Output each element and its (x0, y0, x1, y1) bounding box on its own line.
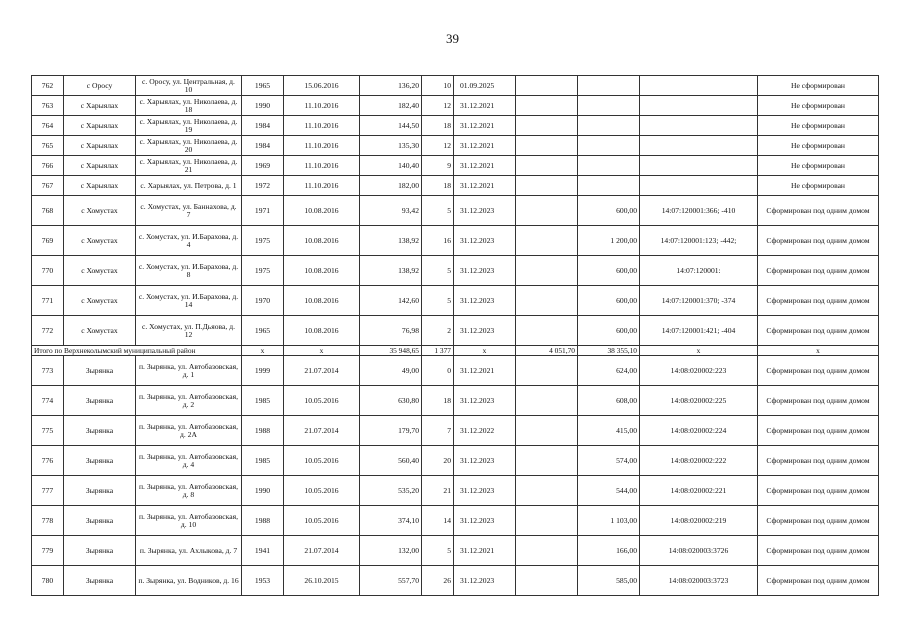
cell-row-number: 762 (32, 76, 64, 96)
cell-build-year: 1953 (242, 566, 284, 596)
cell-land-area-2 (578, 176, 640, 196)
cell-recognition-date: 10.05.2016 (284, 446, 360, 476)
cell-row-number: 780 (32, 566, 64, 596)
cell-residents-count: 12 (422, 136, 454, 156)
table-row (32, 136, 879, 156)
cell-area: 182,40 (360, 96, 422, 116)
cell-planned-date: 31.12.2023 (454, 446, 516, 476)
cell-address: с. Харыялах, ул. Николаева, д. 21 (136, 156, 242, 176)
table-row (32, 506, 879, 536)
cell-build-year: 1984 (242, 136, 284, 156)
cell-build-year: 1941 (242, 536, 284, 566)
total-label: Итого по Верхнеколымский муниципальный район (32, 346, 242, 356)
cell-address: с. Хомустах, ул. Баннахова, д. 7 (136, 196, 242, 226)
total-row (32, 346, 879, 356)
cell-residents-count: 7 (422, 416, 454, 446)
cell-area: 93,42 (360, 196, 422, 226)
cell-land-area-1 (516, 316, 578, 346)
cell-area: 136,20 (360, 76, 422, 96)
cell-land-area-1 (516, 96, 578, 116)
cell-area: 144,50 (360, 116, 422, 136)
cell-settlement: с Харыялах (64, 96, 136, 116)
cell-recognition-date: 10.08.2016 (284, 226, 360, 256)
table-row (32, 476, 879, 506)
cell-recognition-date: 11.10.2016 (284, 116, 360, 136)
cell-build-year: 1972 (242, 176, 284, 196)
cell-build-year: 1988 (242, 506, 284, 536)
cell-recognition-date: 10.05.2016 (284, 506, 360, 536)
cell-planned-date: 31.12.2023 (454, 286, 516, 316)
cell-row-number: 771 (32, 286, 64, 316)
cell-area: 49,00 (360, 356, 422, 386)
cell-area: 140,40 (360, 156, 422, 176)
cell-recognition-date: 10.05.2016 (284, 476, 360, 506)
table-row (32, 256, 879, 286)
cell-address: с. Хомустах, ул. И.Барахова, д. 14 (136, 286, 242, 316)
cell-residents-count: 26 (422, 566, 454, 596)
cell-land-area-2: 166,00 (578, 536, 640, 566)
table-row (32, 536, 879, 566)
cell-land-area-2: 600,00 (578, 286, 640, 316)
cell-build-year: 1990 (242, 96, 284, 116)
cell-planned-date: 31.12.2021 (454, 536, 516, 566)
cell-build-year: 1970 (242, 286, 284, 316)
table-row (32, 116, 879, 136)
cell-land-area-2: 544,00 (578, 476, 640, 506)
cell-cadastral-number (640, 96, 758, 116)
cell-row-number: 773 (32, 356, 64, 386)
cell-cadastral-number: 14:08:020002:224 (640, 416, 758, 446)
cell-land-status: Сформирован под одним домом (758, 416, 879, 446)
cell-land-area-1 (516, 256, 578, 286)
cell-land-area-2: 600,00 (578, 256, 640, 286)
cell-recognition-date: 11.10.2016 (284, 136, 360, 156)
cell-settlement: Зырянка (64, 566, 136, 596)
cell-residents-count: 14 (422, 506, 454, 536)
cell-build-year: 1985 (242, 386, 284, 416)
cell-land-status: Сформирован под одним домом (758, 566, 879, 596)
cell-residents-count: 5 (422, 256, 454, 286)
cell-address: с. Харыялах, ул. Николаева, д. 19 (136, 116, 242, 136)
cell-settlement: с Хомустах (64, 316, 136, 346)
cell-settlement: с Хомустах (64, 256, 136, 286)
total-count: 1 377 (422, 346, 454, 356)
cell-cadastral-number: 14:08:020002:225 (640, 386, 758, 416)
cell-settlement: с Хомустах (64, 196, 136, 226)
cell-build-year: 1999 (242, 356, 284, 386)
cell-row-number: 774 (32, 386, 64, 416)
cell-cadastral-number: 14:07:120001:421; -404 (640, 316, 758, 346)
cell-cadastral-number (640, 76, 758, 96)
cell-planned-date: 31.12.2021 (454, 116, 516, 136)
table-row (32, 156, 879, 176)
cell-land-status: Сформирован под одним домом (758, 196, 879, 226)
cell-build-year: 1975 (242, 226, 284, 256)
cell-recognition-date: 21.07.2014 (284, 356, 360, 386)
cell-row-number: 765 (32, 136, 64, 156)
cell-cadastral-number: 14:08:020003:3723 (640, 566, 758, 596)
cell-land-status: Сформирован под одним домом (758, 536, 879, 566)
cell-recognition-date: 11.10.2016 (284, 176, 360, 196)
cell-planned-date: 31.12.2023 (454, 196, 516, 226)
cell-address: с. Оросу, ул. Центральная, д. 10 (136, 76, 242, 96)
cell-row-number: 777 (32, 476, 64, 506)
cell-build-year: 1990 (242, 476, 284, 506)
cell-residents-count: 5 (422, 286, 454, 316)
table-body-upper (32, 76, 879, 346)
cell-recognition-date: 10.08.2016 (284, 286, 360, 316)
cell-land-area-1 (516, 506, 578, 536)
cell-planned-date: 31.12.2021 (454, 176, 516, 196)
cell-settlement: Зырянка (64, 386, 136, 416)
cell-build-year: 1988 (242, 416, 284, 446)
cell-land-area-1 (516, 416, 578, 446)
cell-row-number: 776 (32, 446, 64, 476)
cell-address: п. Зырянка, ул. Автобазовская, д. 2А (136, 416, 242, 446)
cell-recognition-date: 21.07.2014 (284, 416, 360, 446)
cell-residents-count: 18 (422, 176, 454, 196)
cell-address: п. Зырянка, ул. Автобазовская, д. 4 (136, 446, 242, 476)
cell-land-status: Не сформирован (758, 116, 879, 136)
cell-address: п. Зырянка, ул. Автобазовская, д. 10 (136, 506, 242, 536)
cell-build-year: 1985 (242, 446, 284, 476)
cell-cadastral-number (640, 136, 758, 156)
cell-cadastral-number: 14:07:120001: (640, 256, 758, 286)
total-cadastral: x (640, 346, 758, 356)
table-row (32, 176, 879, 196)
cell-land-area-1 (516, 76, 578, 96)
total-date: x (284, 346, 360, 356)
table-row (32, 196, 879, 226)
cell-row-number: 779 (32, 536, 64, 566)
cell-land-area-1 (516, 446, 578, 476)
cell-area: 142,60 (360, 286, 422, 316)
cell-land-area-2: 574,00 (578, 446, 640, 476)
cell-cadastral-number: 14:08:020003:3726 (640, 536, 758, 566)
cell-land-status: Не сформирован (758, 156, 879, 176)
cell-build-year: 1984 (242, 116, 284, 136)
cell-settlement: с Харыялах (64, 136, 136, 156)
cell-address: п. Зырянка, ул. Автобазовская, д. 2 (136, 386, 242, 416)
cell-area: 374,10 (360, 506, 422, 536)
cell-settlement: Зырянка (64, 356, 136, 386)
cell-land-area-1 (516, 386, 578, 416)
cell-land-area-1 (516, 156, 578, 176)
cell-land-status: Сформирован под одним домом (758, 506, 879, 536)
cell-residents-count: 0 (422, 356, 454, 386)
cell-row-number: 763 (32, 96, 64, 116)
cell-address: с. Хомустах, ул. И.Барахова, д. 8 (136, 256, 242, 286)
cell-settlement: Зырянка (64, 476, 136, 506)
cell-planned-date: 31.12.2022 (454, 416, 516, 446)
total-status: x (758, 346, 879, 356)
cell-land-status: Сформирован под одним домом (758, 476, 879, 506)
cell-land-area-1 (516, 476, 578, 506)
cell-planned-date: 01.09.2025 (454, 76, 516, 96)
table-row (32, 446, 879, 476)
cell-cadastral-number (640, 116, 758, 136)
cell-recognition-date: 21.07.2014 (284, 536, 360, 566)
cell-row-number: 769 (32, 226, 64, 256)
cell-land-status: Сформирован под одним домом (758, 446, 879, 476)
cell-recognition-date: 10.08.2016 (284, 316, 360, 346)
cell-row-number: 768 (32, 196, 64, 226)
total-plan: x (454, 346, 516, 356)
cell-settlement: Зырянка (64, 506, 136, 536)
cell-cadastral-number (640, 176, 758, 196)
cell-settlement: с Хомустах (64, 286, 136, 316)
cell-build-year: 1975 (242, 256, 284, 286)
cell-residents-count: 18 (422, 116, 454, 136)
cell-area: 179,70 (360, 416, 422, 446)
cell-build-year: 1965 (242, 316, 284, 346)
cell-area: 560,40 (360, 446, 422, 476)
cell-land-area-2 (578, 156, 640, 176)
cell-cadastral-number: 14:07:120001:370; -374 (640, 286, 758, 316)
total-year: x (242, 346, 284, 356)
cell-settlement: с Хомустах (64, 226, 136, 256)
cell-planned-date: 31.12.2021 (454, 136, 516, 156)
cell-land-area-1 (516, 356, 578, 386)
cell-area: 76,98 (360, 316, 422, 346)
cell-address: с. Харыялах, ул. Николаева, д. 18 (136, 96, 242, 116)
housing-registry-table (31, 75, 879, 596)
cell-land-area-2: 608,00 (578, 386, 640, 416)
cell-land-area-2: 624,00 (578, 356, 640, 386)
cell-land-area-1 (516, 226, 578, 256)
total-e1: 4 051,70 (516, 346, 578, 356)
cell-recognition-date: 11.10.2016 (284, 156, 360, 176)
cell-row-number: 775 (32, 416, 64, 446)
cell-recognition-date: 26.10.2015 (284, 566, 360, 596)
cell-land-area-1 (516, 566, 578, 596)
cell-planned-date: 31.12.2023 (454, 386, 516, 416)
table-total-section (32, 346, 879, 356)
cell-cadastral-number: 14:08:020002:222 (640, 446, 758, 476)
table-row (32, 566, 879, 596)
cell-land-area-2: 1 200,00 (578, 226, 640, 256)
cell-residents-count: 10 (422, 76, 454, 96)
cell-address: п. Зырянка, ул. Автобазовская, д. 1 (136, 356, 242, 386)
cell-settlement: Зырянка (64, 536, 136, 566)
cell-land-area-2: 585,00 (578, 566, 640, 596)
cell-land-area-2 (578, 136, 640, 156)
cell-land-area-1 (516, 286, 578, 316)
cell-settlement: Зырянка (64, 446, 136, 476)
cell-recognition-date: 15.06.2016 (284, 76, 360, 96)
cell-build-year: 1971 (242, 196, 284, 226)
cell-residents-count: 2 (422, 316, 454, 346)
cell-land-status: Не сформирован (758, 176, 879, 196)
cell-recognition-date: 10.08.2016 (284, 256, 360, 286)
total-area: 35 948,65 (360, 346, 422, 356)
cell-row-number: 772 (32, 316, 64, 346)
cell-land-status: Сформирован под одним домом (758, 226, 879, 256)
cell-cadastral-number: 14:08:020002:221 (640, 476, 758, 506)
cell-recognition-date: 11.10.2016 (284, 96, 360, 116)
cell-land-status: Не сформирован (758, 96, 879, 116)
cell-residents-count: 20 (422, 446, 454, 476)
cell-land-status: Сформирован под одним домом (758, 256, 879, 286)
cell-row-number: 778 (32, 506, 64, 536)
table-row (32, 96, 879, 116)
cell-address: с. Хомустах, ул. И.Барахова, д. 4 (136, 226, 242, 256)
cell-land-status: Сформирован под одним домом (758, 386, 879, 416)
cell-area: 132,00 (360, 536, 422, 566)
cell-land-area-2: 1 103,00 (578, 506, 640, 536)
cell-build-year: 1969 (242, 156, 284, 176)
cell-residents-count: 21 (422, 476, 454, 506)
cell-row-number: 770 (32, 256, 64, 286)
table-row (32, 356, 879, 386)
cell-residents-count: 18 (422, 386, 454, 416)
cell-land-area-1 (516, 136, 578, 156)
cell-land-area-2 (578, 96, 640, 116)
cell-settlement: с Оросу (64, 76, 136, 96)
cell-area: 630,80 (360, 386, 422, 416)
cell-recognition-date: 10.08.2016 (284, 196, 360, 226)
cell-land-area-1 (516, 536, 578, 566)
cell-area: 138,92 (360, 256, 422, 286)
cell-residents-count: 9 (422, 156, 454, 176)
cell-address: с. Харыялах, ул. Николаева, д. 20 (136, 136, 242, 156)
cell-cadastral-number: 14:08:020002:219 (640, 506, 758, 536)
cell-land-area-2: 415,00 (578, 416, 640, 446)
cell-residents-count: 5 (422, 536, 454, 566)
cell-address: с. Хомустах, ул. П.Дьяова, д. 12 (136, 316, 242, 346)
cell-cadastral-number: 14:07:120001:366; -410 (640, 196, 758, 226)
cell-build-year: 1965 (242, 76, 284, 96)
cell-settlement: Зырянка (64, 416, 136, 446)
cell-cadastral-number: 14:08:020002:223 (640, 356, 758, 386)
cell-land-area-2 (578, 116, 640, 136)
cell-residents-count: 5 (422, 196, 454, 226)
cell-planned-date: 31.12.2021 (454, 156, 516, 176)
cell-planned-date: 31.12.2023 (454, 226, 516, 256)
cell-row-number: 767 (32, 176, 64, 196)
cell-planned-date: 31.12.2023 (454, 476, 516, 506)
cell-residents-count: 16 (422, 226, 454, 256)
cell-land-status: Сформирован под одним домом (758, 286, 879, 316)
cell-address: п. Зырянка, ул. Автобазовская, д. 8 (136, 476, 242, 506)
table-row (32, 226, 879, 256)
cell-land-area-2: 600,00 (578, 196, 640, 226)
table-row (32, 286, 879, 316)
cell-area: 138,92 (360, 226, 422, 256)
cell-settlement: с Харыялах (64, 156, 136, 176)
cell-recognition-date: 10.05.2016 (284, 386, 360, 416)
cell-area: 535,20 (360, 476, 422, 506)
cell-address: п. Зырянка, ул. Водников, д. 16 (136, 566, 242, 596)
table-row (32, 416, 879, 446)
cell-land-status: Сформирован под одним домом (758, 356, 879, 386)
total-e2: 38 355,10 (578, 346, 640, 356)
table-row (32, 76, 879, 96)
cell-land-area-2: 600,00 (578, 316, 640, 346)
cell-area: 135,30 (360, 136, 422, 156)
cell-residents-count: 12 (422, 96, 454, 116)
cell-settlement: с Харыялах (64, 116, 136, 136)
cell-row-number: 764 (32, 116, 64, 136)
cell-land-area-1 (516, 196, 578, 226)
cell-land-status: Сформирован под одним домом (758, 316, 879, 346)
page-number: 39 (446, 31, 459, 46)
cell-area: 182,00 (360, 176, 422, 196)
cell-cadastral-number: 14:07:120001:123; -442; (640, 226, 758, 256)
cell-land-area-1 (516, 176, 578, 196)
cell-planned-date: 31.12.2021 (454, 356, 516, 386)
cell-planned-date: 31.12.2023 (454, 506, 516, 536)
table-row (32, 316, 879, 346)
cell-planned-date: 31.12.2021 (454, 96, 516, 116)
table-body-lower (32, 356, 879, 596)
cell-land-status: Не сформирован (758, 136, 879, 156)
cell-land-area-1 (516, 116, 578, 136)
cell-land-area-2 (578, 76, 640, 96)
cell-area: 557,70 (360, 566, 422, 596)
cell-planned-date: 31.12.2023 (454, 256, 516, 286)
cell-land-status: Не сформирован (758, 76, 879, 96)
cell-planned-date: 31.12.2023 (454, 566, 516, 596)
cell-cadastral-number (640, 156, 758, 176)
cell-settlement: с Харыялах (64, 176, 136, 196)
cell-address: с. Харыялах, ул. Петрова, д. 1 (136, 176, 242, 196)
cell-address: п. Зырянка, ул. Ахлыкова, д. 7 (136, 536, 242, 566)
table-row (32, 386, 879, 416)
cell-row-number: 766 (32, 156, 64, 176)
cell-planned-date: 31.12.2023 (454, 316, 516, 346)
